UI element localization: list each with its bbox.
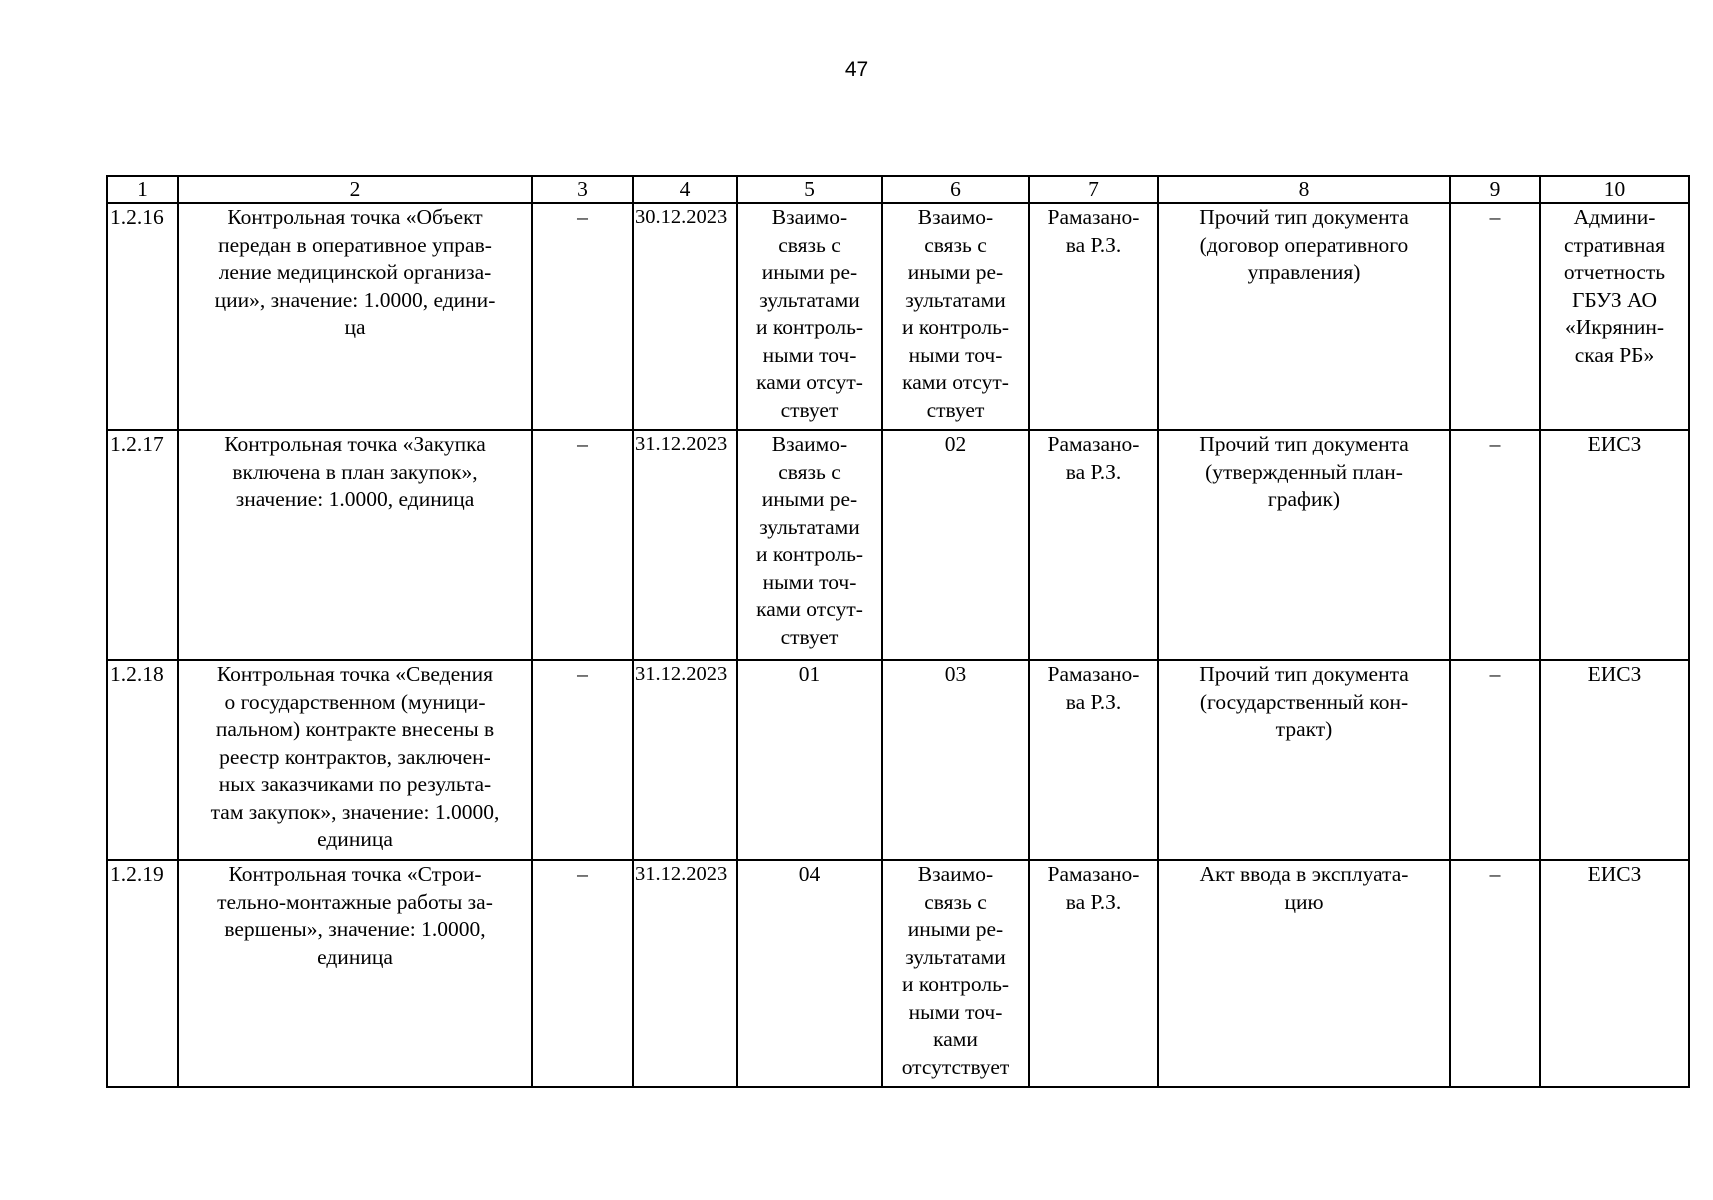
col9-value: – — [1450, 430, 1540, 660]
col6-value: Взаимо- связь с иными ре- зультатами и контроль- ными точ- ками отсут- ствует — [882, 203, 1029, 430]
column-header: 2 — [178, 176, 532, 203]
control-point-name: Контрольная точка «Сведения о государственном (муници- пальном) контракте внесены в реестр контрактов, заключен- ных заказчиками по результа- там закупок», значение: 1.0000, единица — [178, 660, 532, 860]
responsible-person: Рамазано- ва Р.З. — [1029, 203, 1158, 430]
information-source: Админи- стративная отчетность ГБУЗ АО «Икрянин- ская РБ» — [1540, 203, 1689, 430]
col6-value: 03 — [882, 660, 1029, 860]
table-row — [107, 430, 1689, 660]
col5-value: Взаимо- связь с иными ре- зультатами и контроль- ными точ- ками отсут- ствует — [737, 430, 882, 660]
information-source: ЕИСЗ — [1540, 430, 1689, 660]
deadline-date: 31.12.2023 — [633, 860, 737, 1087]
document-type: Прочий тип документа (утвержденный план- график) — [1158, 430, 1450, 660]
responsible-person: Рамазано- ва Р.З. — [1029, 860, 1158, 1087]
document-type: Прочий тип документа (договор оперативного управления) — [1158, 203, 1450, 430]
column-header: 3 — [532, 176, 633, 203]
table-row — [107, 203, 1689, 430]
table-row — [107, 660, 1689, 860]
col6-value: Взаимо- связь с иными ре- зультатами и контроль- ными точ- ками отсутствует — [882, 860, 1029, 1087]
column-header: 8 — [1158, 176, 1450, 203]
col5-value: 01 — [737, 660, 882, 860]
row-number: 1.2.17 — [107, 430, 178, 660]
document-type: Прочий тип документа (государственный кон- тракт) — [1158, 660, 1450, 860]
control-point-name: Контрольная точка «Строи- тельно-монтажные работы за- вершены», значение: 1.0000, единица — [178, 860, 532, 1087]
table-header-row — [107, 176, 1689, 203]
col3-value: – — [532, 203, 633, 430]
col9-value: – — [1450, 660, 1540, 860]
col9-value: – — [1450, 860, 1540, 1087]
col5-value: 04 — [737, 860, 882, 1087]
column-header: 7 — [1029, 176, 1158, 203]
column-header: 5 — [737, 176, 882, 203]
table-row — [107, 860, 1689, 1087]
responsible-person: Рамазано- ва Р.З. — [1029, 430, 1158, 660]
col6-value: 02 — [882, 430, 1029, 660]
column-header: 4 — [633, 176, 737, 203]
control-point-name: Контрольная точка «Объект передан в оперативное управ- ление медицинской организа- ции», значение: 1.0000, едини- ца — [178, 203, 532, 430]
col3-value: – — [532, 860, 633, 1087]
row-number: 1.2.19 — [107, 860, 178, 1087]
deadline-date: 31.12.2023 — [633, 660, 737, 860]
col3-value: – — [532, 660, 633, 860]
col9-value: – — [1450, 203, 1540, 430]
row-number: 1.2.18 — [107, 660, 178, 860]
col3-value: – — [532, 430, 633, 660]
document-type: Акт ввода в эксплуата- цию — [1158, 860, 1450, 1087]
responsible-person: Рамазано- ва Р.З. — [1029, 660, 1158, 860]
col5-value: Взаимо- связь с иными ре- зультатами и контроль- ными точ- ками отсут- ствует — [737, 203, 882, 430]
control-points-table — [106, 175, 1690, 1088]
deadline-date: 31.12.2023 — [633, 430, 737, 660]
information-source: ЕИСЗ — [1540, 860, 1689, 1087]
deadline-date: 30.12.2023 — [633, 203, 737, 430]
control-point-name: Контрольная точка «Закупка включена в план закупок», значение: 1.0000, единица — [178, 430, 532, 660]
column-header: 10 — [1540, 176, 1689, 203]
row-number: 1.2.16 — [107, 203, 178, 430]
page-number: 47 — [844, 58, 869, 81]
column-header: 6 — [882, 176, 1029, 203]
information-source: ЕИСЗ — [1540, 660, 1689, 860]
column-header: 1 — [107, 176, 178, 203]
column-header: 9 — [1450, 176, 1540, 203]
